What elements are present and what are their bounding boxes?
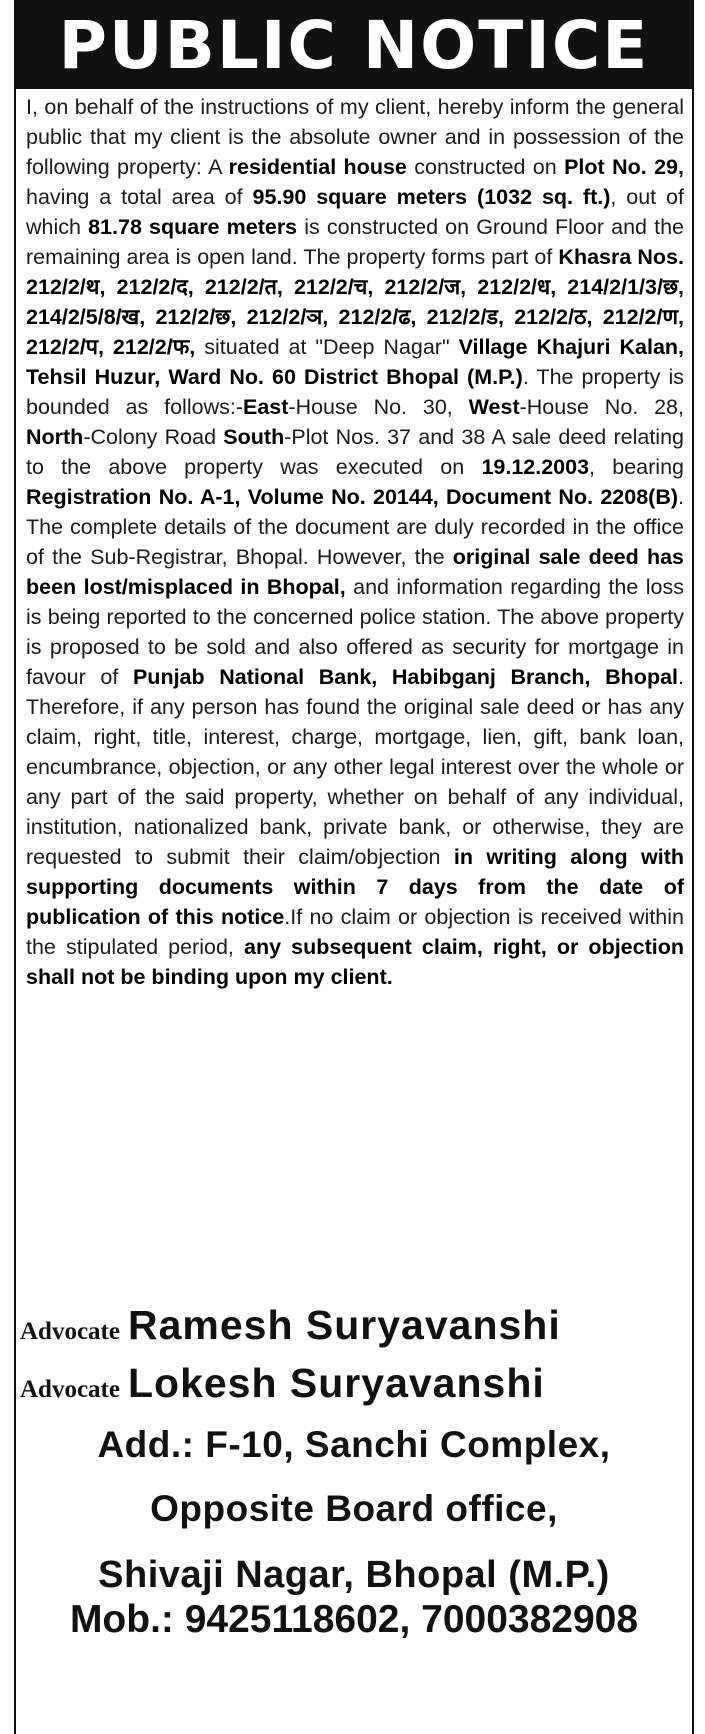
notice-text: and information regarding the loss is being reported to the concerned police station. The above property is proposed to be sold and also offered as security for mortgage in favour of [26, 575, 684, 689]
notice-title: PUBLIC NOTICE [58, 6, 650, 84]
notice-text-bold: East [242, 395, 289, 419]
notice-text-bold: South [223, 425, 285, 449]
notice-text-bold: in writing along with supporting documents within 7 days from the date of publication of this notice [26, 845, 685, 929]
mobile-numbers: Mob.: 9425118602, 7000382908 [69, 1598, 639, 1641]
notice-body [26, 92, 684, 992]
address-line-3: Shivaji Nagar, Bhopal (M.P.) [98, 1554, 610, 1596]
notice-text: I, on behalf of the instructions of my client, hereby inform the general public that my client is the absolute owner and in possession of the following property: A [26, 95, 684, 179]
notice-header [16, 2, 692, 89]
notice-text-bold: 19.12.2003 [481, 455, 590, 479]
notice-text-bold: original sale deed has been lost/misplaced in Bhopal, [26, 545, 685, 599]
notice-text-bold: any subsequent claim, right, or objection shall not be binding upon my client. [26, 935, 684, 989]
advocate-signature-2 [20, 1360, 690, 1410]
advocate-name: Ramesh Suryavanshi [127, 1302, 561, 1348]
advocate-name: Lokesh Suryavanshi [127, 1360, 545, 1406]
notice-text: . The property is bounded as follows:- [26, 365, 685, 419]
notice-text-bold: residential house [228, 155, 407, 179]
notice-text: . Therefore, if any person has found the original sale deed or has any claim, right, title, interest, charge, mortgage, lien, gift, bank loan, encumbrance, objection, or any other legal interest over the whole or any part of the said property, whether on behalf of any individual, institution, nationalized bank, private bank, or otherwise, they are requested to submit their claim/objection [26, 665, 684, 869]
notice-text: is constructed on Ground Floor and the remaining area is open land. The property forms part of [26, 215, 684, 269]
notice-text-bold: Village Khajuri Kalan, Tehsil Huzur, Ward No. 60 District Bhopal (M.P.) [26, 335, 685, 389]
address-line-1: Add.: F-10, Sanchi Complex, [97, 1424, 611, 1465]
notice-text: . The complete details of the document are duly recorded in the office of the Sub-Registrar, Bhopal. However, the [26, 485, 684, 569]
advocate-signature-1 [20, 1302, 690, 1352]
notice-text: , out of which [26, 185, 684, 239]
notice-text: -Colony Road [83, 425, 224, 449]
notice-text-bold: 81.78 square meters [88, 215, 298, 239]
notice-text: -House No. 30, [288, 395, 469, 419]
notice-text: , bearing [589, 455, 684, 479]
notice-text-bold: Punjab National Bank, Habibganj Branch, Bhopal [132, 665, 679, 689]
notice-text: situated at "Deep Nagar" [195, 335, 459, 359]
notice-text: -Plot Nos. 37 and 38 A sale deed relating to the above property was executed on [26, 425, 684, 479]
notice-text-bold: North [26, 425, 84, 449]
advocate-prefix: Advocate [20, 1376, 120, 1403]
notice-text-bold: 95.90 square meters (1032 sq. ft.) [252, 185, 611, 209]
notice-text-bold: Khasra Nos. 212/2/थ, 212/2/द, 212/2/त, 212/2/च, 212/2/ज, 212/2/ध, 214/2/1/3/छ, 214/2/5/8/ख, 212/2/छ, 212/2/ञ, 212/2/ढ, 212/2/ड, 212/2/ठ, 212/2/ण, 212/2/प, 212/2/फ, [26, 245, 684, 359]
notice-text-bold: Plot No. 29, [564, 155, 684, 179]
notice-text: -House No. 28, [519, 395, 684, 419]
address-line-2: Opposite Board office, [150, 1488, 558, 1529]
notice-text: .If no claim or objection is received within the stipulated period, [26, 905, 684, 959]
notice-text-bold: West [468, 395, 520, 419]
notice-text: constructed on [406, 155, 565, 179]
notice-text: having a total area of [26, 185, 253, 209]
advocate-prefix: Advocate [20, 1318, 120, 1345]
public-notice [14, 0, 694, 1734]
notice-text-bold: Registration No. A-1, Volume No. 20144, Document No. 2208(B) [26, 485, 679, 509]
